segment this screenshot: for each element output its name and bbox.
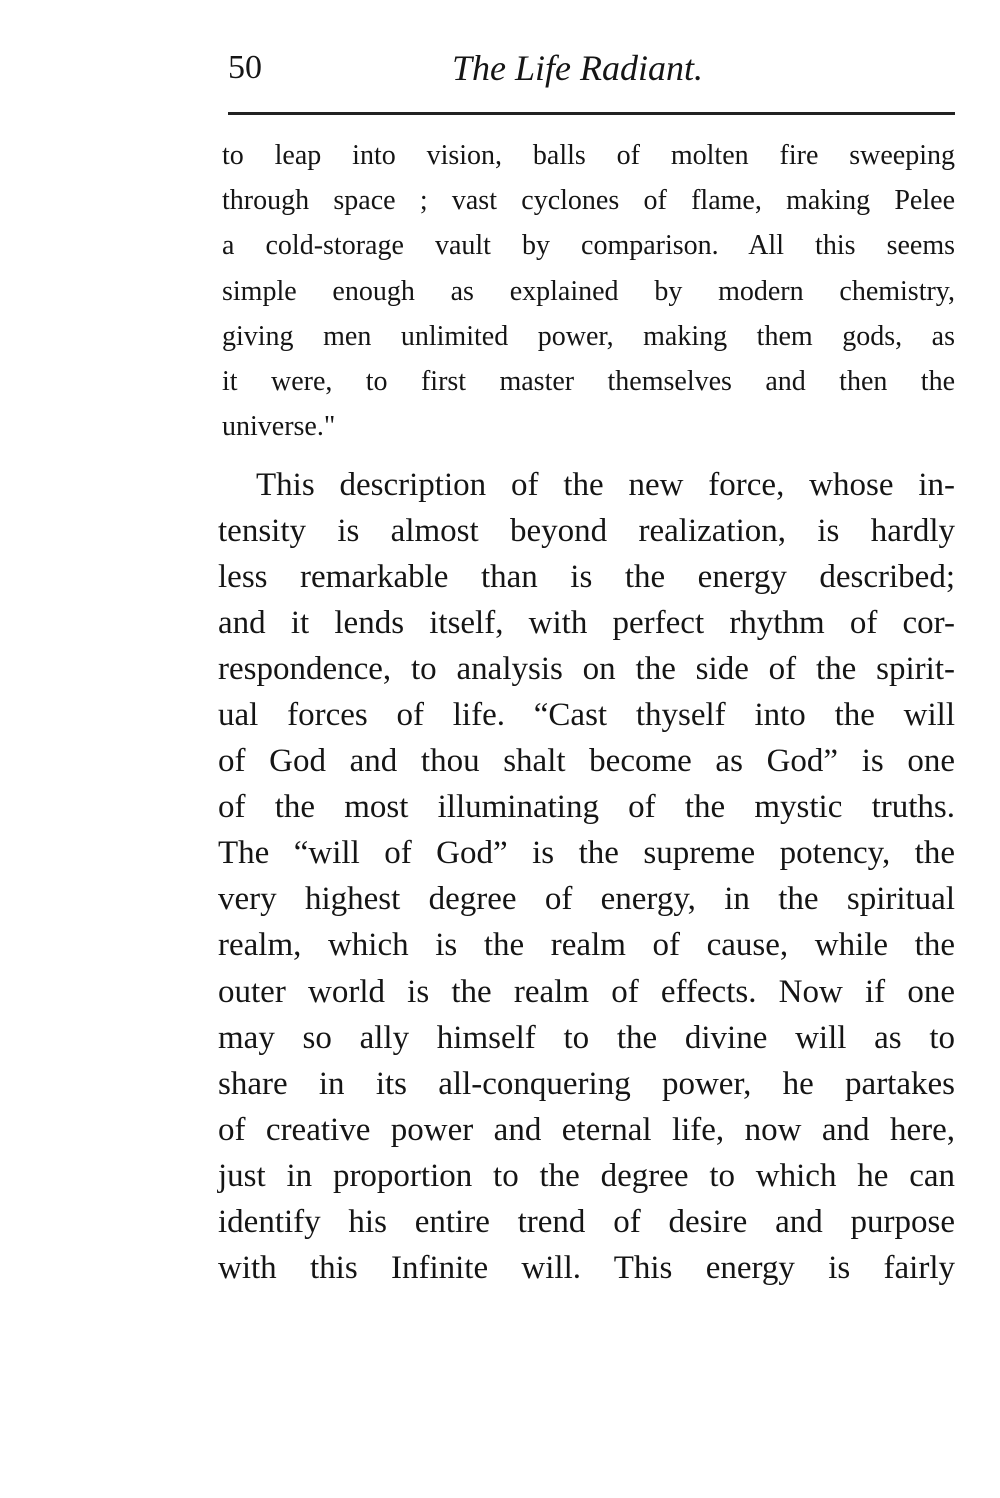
paragraph-line: ual forces of life. “Cast thyself into the will (218, 697, 955, 734)
paragraph-line: tensity is almost beyond realization, is hardly (218, 513, 955, 550)
paragraph-line: and it lends itself, with perfect rhythm of cor- (218, 605, 955, 642)
paragraph-line: This description of the new force, whose in- (256, 467, 955, 503)
quote-line: to leap into vision, balls of molten fire sweeping (222, 140, 955, 171)
header-rule (228, 112, 955, 115)
paragraph-line: share in its all-conquering power, he partakes (218, 1065, 955, 1102)
running-title: The Life Radiant. (452, 48, 703, 88)
paragraph-line: just in proportion to the degree to which he can (218, 1157, 955, 1194)
body-paragraph (218, 462, 955, 1291)
paragraph-line: outer world is the realm of effects. Now if one (218, 973, 955, 1010)
quote-line: it were, to first master themselves and then the (222, 365, 955, 397)
quote-line: simple enough as explained by modern chemistry, (222, 275, 955, 307)
quote-line: through space ; vast cyclones of flame, making Pelee (222, 185, 955, 217)
paragraph-line: identify his entire trend of desire and purpose (218, 1203, 955, 1240)
paragraph-line: realm, which is the realm of cause, while the (218, 927, 955, 964)
paragraph-line: of God and thou shalt become as God” is one (218, 743, 955, 780)
paragraph-line: with this Infinite will. This energy is fairly (218, 1249, 955, 1286)
quote-block (222, 133, 955, 449)
paragraph-line: very highest degree of energy, in the spiritual (218, 881, 955, 918)
quote-line: universe." (222, 411, 336, 443)
paragraph-line: The “will of God” is the supreme potency, the (218, 835, 955, 872)
paragraph-line: respondence, to analysis on the side of the spirit- (218, 651, 955, 688)
quote-line: a cold-storage vault by comparison. All this seems (222, 230, 955, 262)
paragraph-line: may so ally himself to the divine will as to (218, 1019, 955, 1056)
quote-line: giving men unlimited power, making them gods, as (222, 320, 955, 352)
paragraph-line: of creative power and eternal life, now and here, (218, 1111, 955, 1148)
paragraph-line: of the most illuminating of the mystic truths. (218, 789, 955, 826)
paragraph-line: less remarkable than is the energy described; (218, 559, 955, 596)
page-number: 50 (228, 49, 262, 86)
